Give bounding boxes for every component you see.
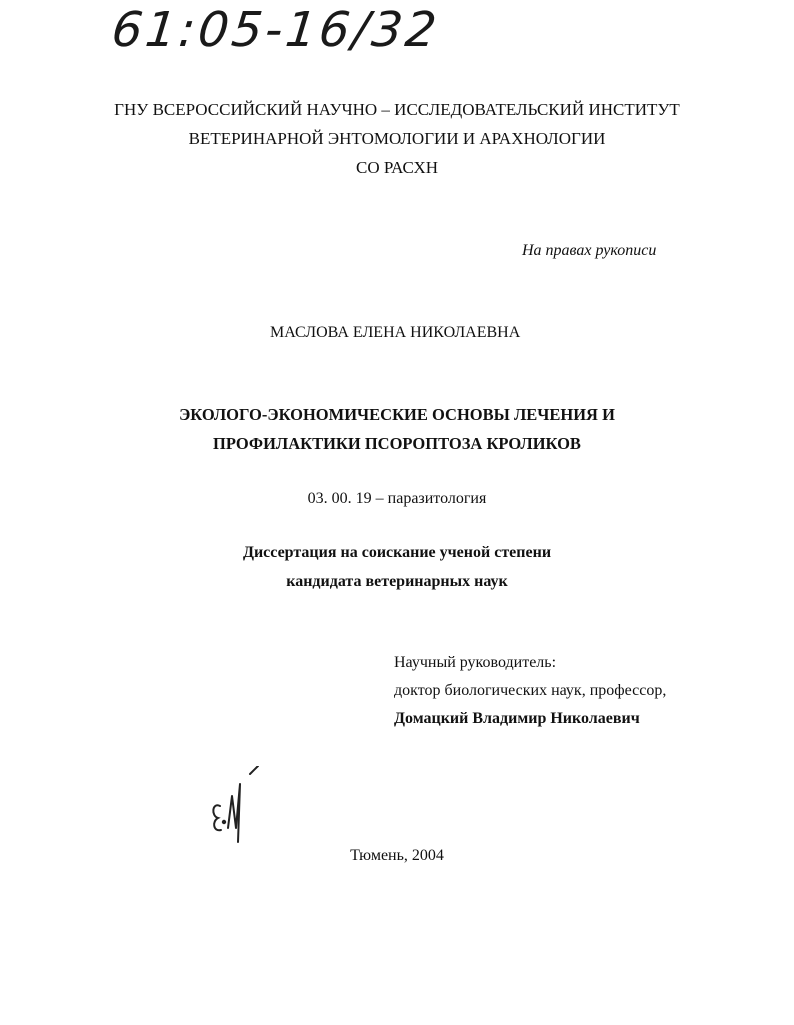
author-name: МАСЛОВА ЕЛЕНА НИКОЛАЕВНА <box>270 324 521 341</box>
supervisor-name: Домацкий Владимир Николаевич <box>394 710 640 727</box>
degree-statement-line-1: Диссертация на соискание ученой степени <box>242 544 552 561</box>
institution-line-2: ВЕТЕРИНАРНОЙ ЭНТОМОЛОГИИ И АРАХНОЛОГИИ <box>188 129 606 148</box>
supervisor-degree: доктор биологических наук, профессор, <box>394 682 667 699</box>
institution-line-1: ГНУ ВСЕРОССИЙСКИЙ НАУЧНО – ИССЛЕДОВАТЕЛЬСКИЙ ИНСТИТУТ <box>114 100 680 119</box>
dissertation-title-line-1: ЭКОЛОГО-ЭКОНОМИЧЕСКИЕ ОСНОВЫ ЛЕЧЕНИЯ И <box>179 405 615 424</box>
handwritten-archive-number: 61:05-16/32 <box>109 2 442 58</box>
manuscript-rights-note: На правах рукописи <box>522 242 657 259</box>
specialty-code: 03. 00. 19 – паразитология <box>307 490 487 507</box>
place-and-year: Тюмень, 2004 <box>350 847 444 864</box>
supervisor-label: Научный руководитель: <box>394 654 557 671</box>
degree-statement-line-2: кандидата ветеринарных наук <box>286 573 508 590</box>
institution-line-3: СО РАСХН <box>355 158 439 177</box>
dissertation-title-line-2: ПРОФИЛАКТИКИ ПСОРОПТОЗА КРОЛИКОВ <box>213 434 581 453</box>
handwritten-signature <box>208 766 268 846</box>
